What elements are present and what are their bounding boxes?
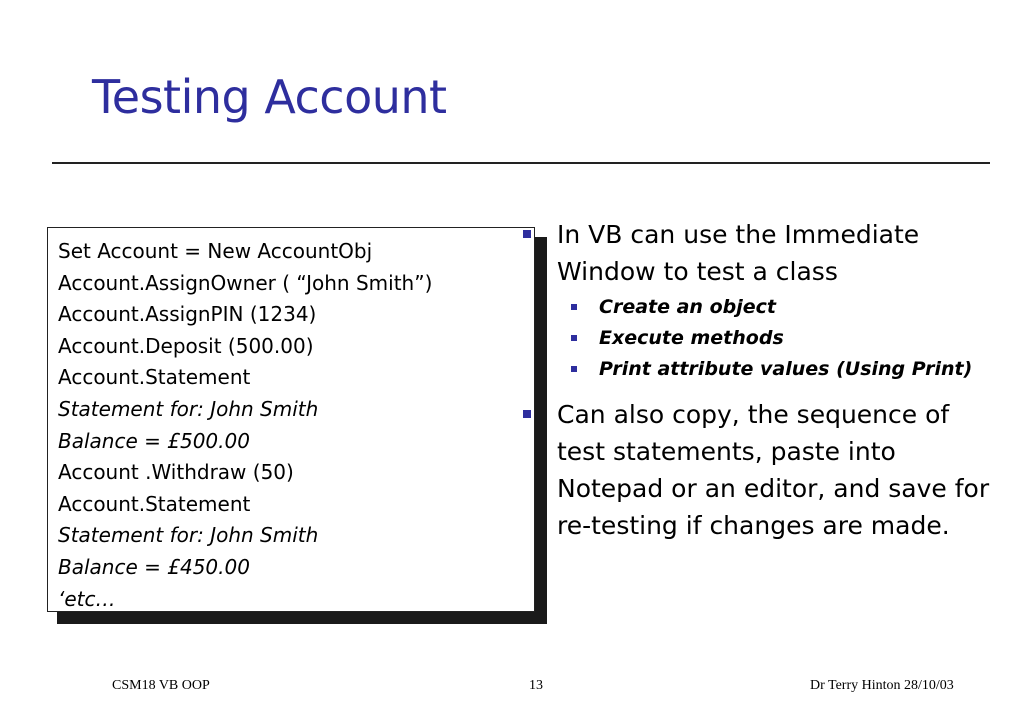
code-output-line: Balance = £500.00 bbox=[58, 428, 250, 453]
sub-bullet-item bbox=[520, 324, 1000, 352]
sub-bullet-text: Create an object bbox=[599, 296, 776, 318]
square-bullet-icon bbox=[523, 230, 531, 238]
code-line: Account.Statement bbox=[58, 491, 251, 516]
square-bullet-icon bbox=[571, 366, 577, 372]
code-box bbox=[47, 227, 535, 612]
footer-page-number: 13 bbox=[529, 678, 543, 693]
bullet-item bbox=[520, 216, 1000, 290]
title-divider bbox=[52, 162, 990, 164]
code-output-line: Statement for: John Smith bbox=[58, 523, 319, 548]
sub-bullet-item bbox=[520, 293, 1000, 321]
square-bullet-icon bbox=[571, 304, 577, 310]
code-output-line: Statement for: John Smith bbox=[58, 396, 319, 421]
slide-title: Testing Account bbox=[92, 70, 447, 124]
bullet-list bbox=[520, 216, 1000, 544]
bullet-item bbox=[520, 396, 1000, 544]
code-line: Account.Deposit (500.00) bbox=[58, 333, 314, 358]
code-comment-line: ‘etc… bbox=[58, 586, 116, 611]
bullet-text: Can also copy, the sequence of test statements, paste into Notepad or an editor, and save for re-testing if changes are made. bbox=[557, 400, 990, 540]
square-bullet-icon bbox=[571, 335, 577, 341]
code-line: Account.AssignOwner ( “John Smith”) bbox=[58, 270, 433, 295]
bullet-text: In VB can use the Immediate Window to test a class bbox=[557, 220, 920, 286]
sub-bullet-item bbox=[520, 355, 1000, 383]
sub-bullet-text: Print attribute values (Using Print) bbox=[599, 358, 973, 380]
code-line: Account .Withdraw (50) bbox=[58, 460, 294, 485]
footer-course: CSM18 VB OOP bbox=[112, 678, 210, 693]
code-line: Account.AssignPIN (1234) bbox=[58, 302, 317, 327]
sub-bullet-text: Execute methods bbox=[599, 327, 784, 349]
code-output-line: Balance = £450.00 bbox=[58, 554, 250, 579]
code-line: Set Account = New AccountObj bbox=[58, 239, 373, 263]
code-line: Account.Statement bbox=[58, 365, 251, 390]
footer-author-date: Dr Terry Hinton 28/10/03 bbox=[810, 678, 954, 693]
square-bullet-icon bbox=[523, 410, 531, 418]
